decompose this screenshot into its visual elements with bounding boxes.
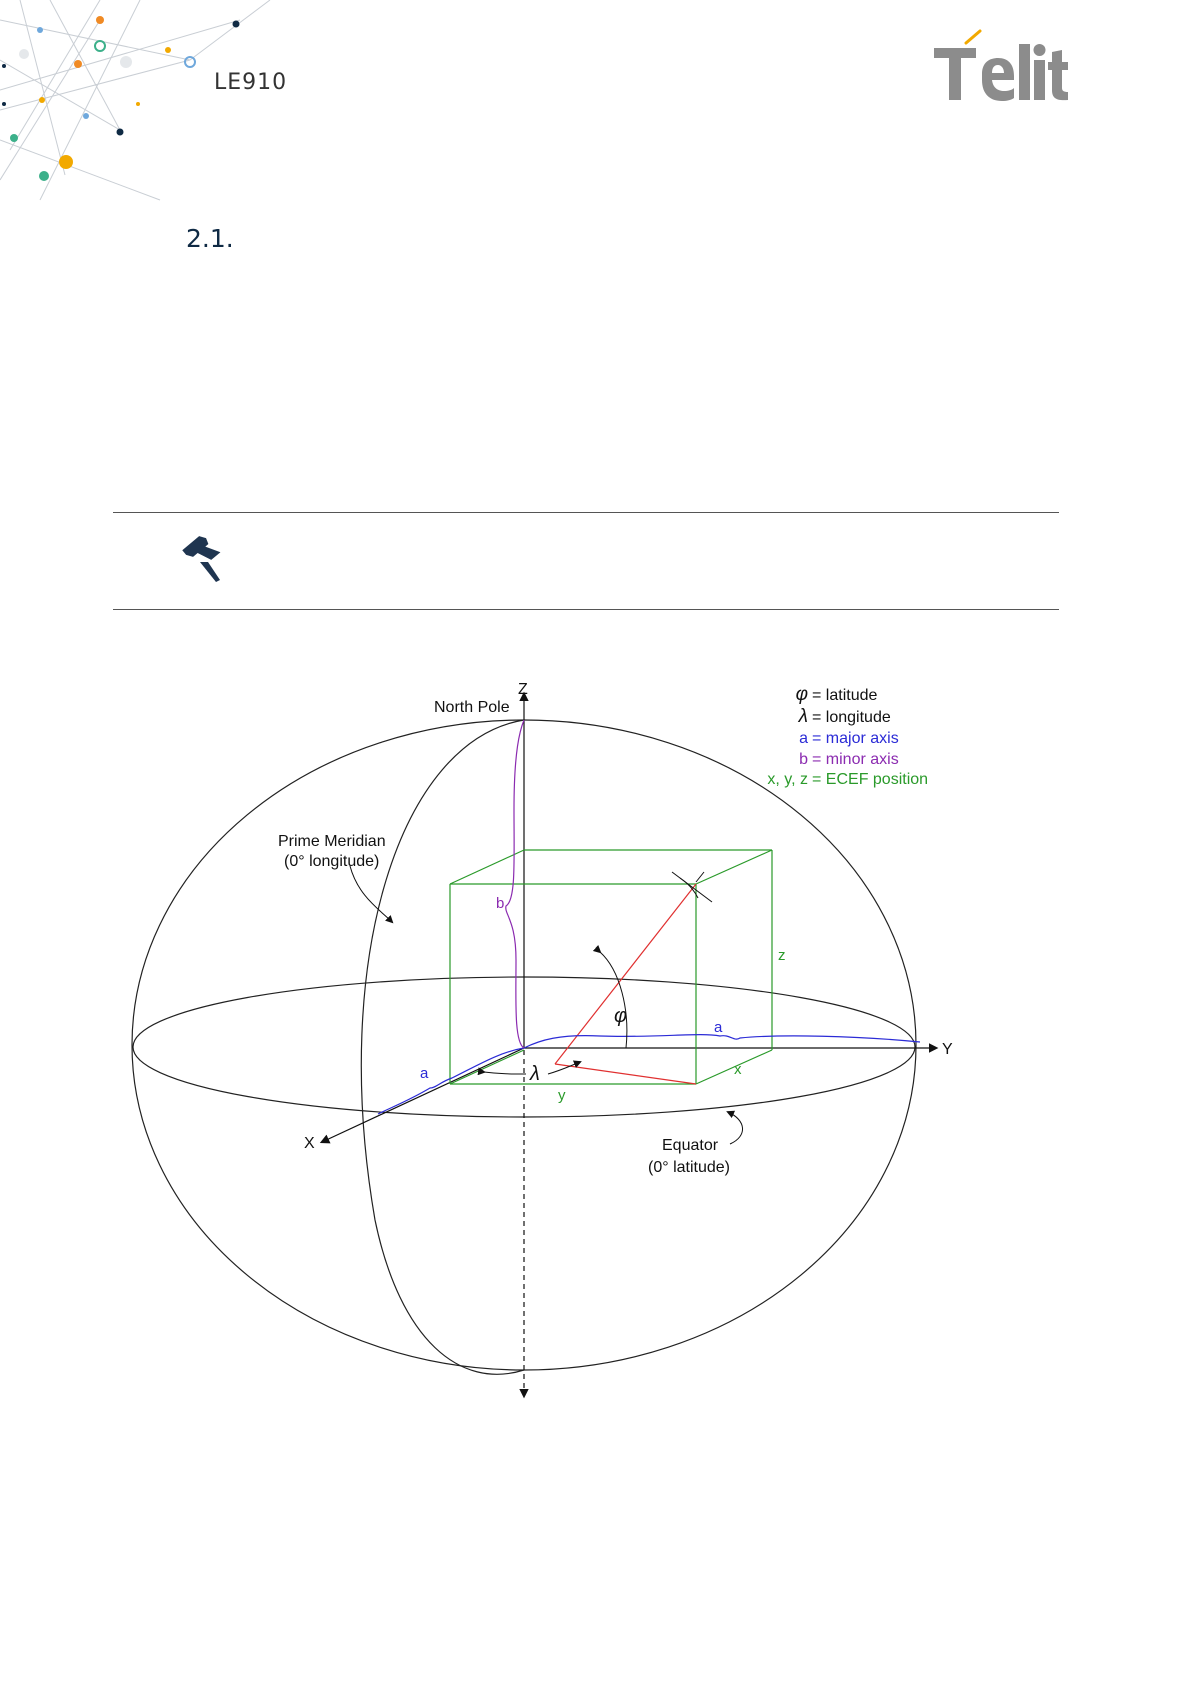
- label-a-left: a: [420, 1065, 429, 1082]
- latitude-arc: [600, 952, 627, 1048]
- legend-symbol-minor-axis: b: [799, 751, 808, 768]
- legend-symbol-major-axis: a: [799, 730, 808, 747]
- ecef-box: [450, 850, 772, 1084]
- section-number: 2.1.: [186, 224, 234, 253]
- telit-logo: [930, 28, 1070, 108]
- label-x-axis: X: [304, 1135, 315, 1152]
- label-lambda: λ: [530, 1063, 540, 1085]
- legend-text-minor-axis: = minor axis: [812, 751, 899, 768]
- label-equator-2: (0° latitude): [648, 1159, 730, 1176]
- prime-meridian-leader: [350, 866, 392, 922]
- legend-text-latitude: = latitude: [812, 687, 878, 704]
- label-y: y: [558, 1087, 566, 1104]
- longitude-arc-right: [548, 1062, 580, 1074]
- prime-meridian-curve: [361, 720, 524, 1374]
- label-prime-meridian-2: (0° longitude): [284, 853, 380, 870]
- label-z: z: [778, 947, 786, 964]
- legend-text-major-axis: = major axis: [812, 730, 899, 747]
- label-x: x: [734, 1061, 742, 1078]
- label-y-axis: Y: [942, 1041, 953, 1058]
- legend-text-longitude: = longitude: [812, 709, 891, 726]
- note-bottom-divider: [113, 609, 1059, 610]
- label-b: b: [496, 895, 505, 912]
- legend-symbol-ecef: x, y, z: [767, 771, 808, 788]
- surface-normal: [672, 872, 712, 902]
- document-code: LE910: [214, 70, 288, 95]
- label-a-right: a: [714, 1019, 723, 1036]
- legend-symbol-latitude: φ: [795, 684, 808, 705]
- x-axis-line: [322, 1048, 524, 1142]
- note-top-divider: [113, 512, 1059, 513]
- longitude-arc-left: [484, 1072, 526, 1074]
- label-phi: φ: [614, 1005, 628, 1027]
- ecef-diagram: [100, 660, 1000, 1410]
- network-decoration: [0, 0, 290, 210]
- figure-legend: [767, 684, 928, 788]
- legend-symbol-longitude: λ: [798, 706, 808, 727]
- equator-leader: [728, 1112, 743, 1144]
- major-axis-brace-right: [524, 1035, 920, 1048]
- label-north-pole: North Pole: [434, 699, 510, 716]
- position-marker: [680, 872, 704, 898]
- angle-lines: [555, 884, 696, 1084]
- label-z-axis: Z: [518, 681, 528, 698]
- pushpin-icon: [180, 534, 236, 586]
- label-prime-meridian-1: Prime Meridian: [278, 833, 386, 850]
- label-equator-1: Equator: [662, 1137, 719, 1154]
- legend-text-ecef: = ECEF position: [812, 771, 929, 788]
